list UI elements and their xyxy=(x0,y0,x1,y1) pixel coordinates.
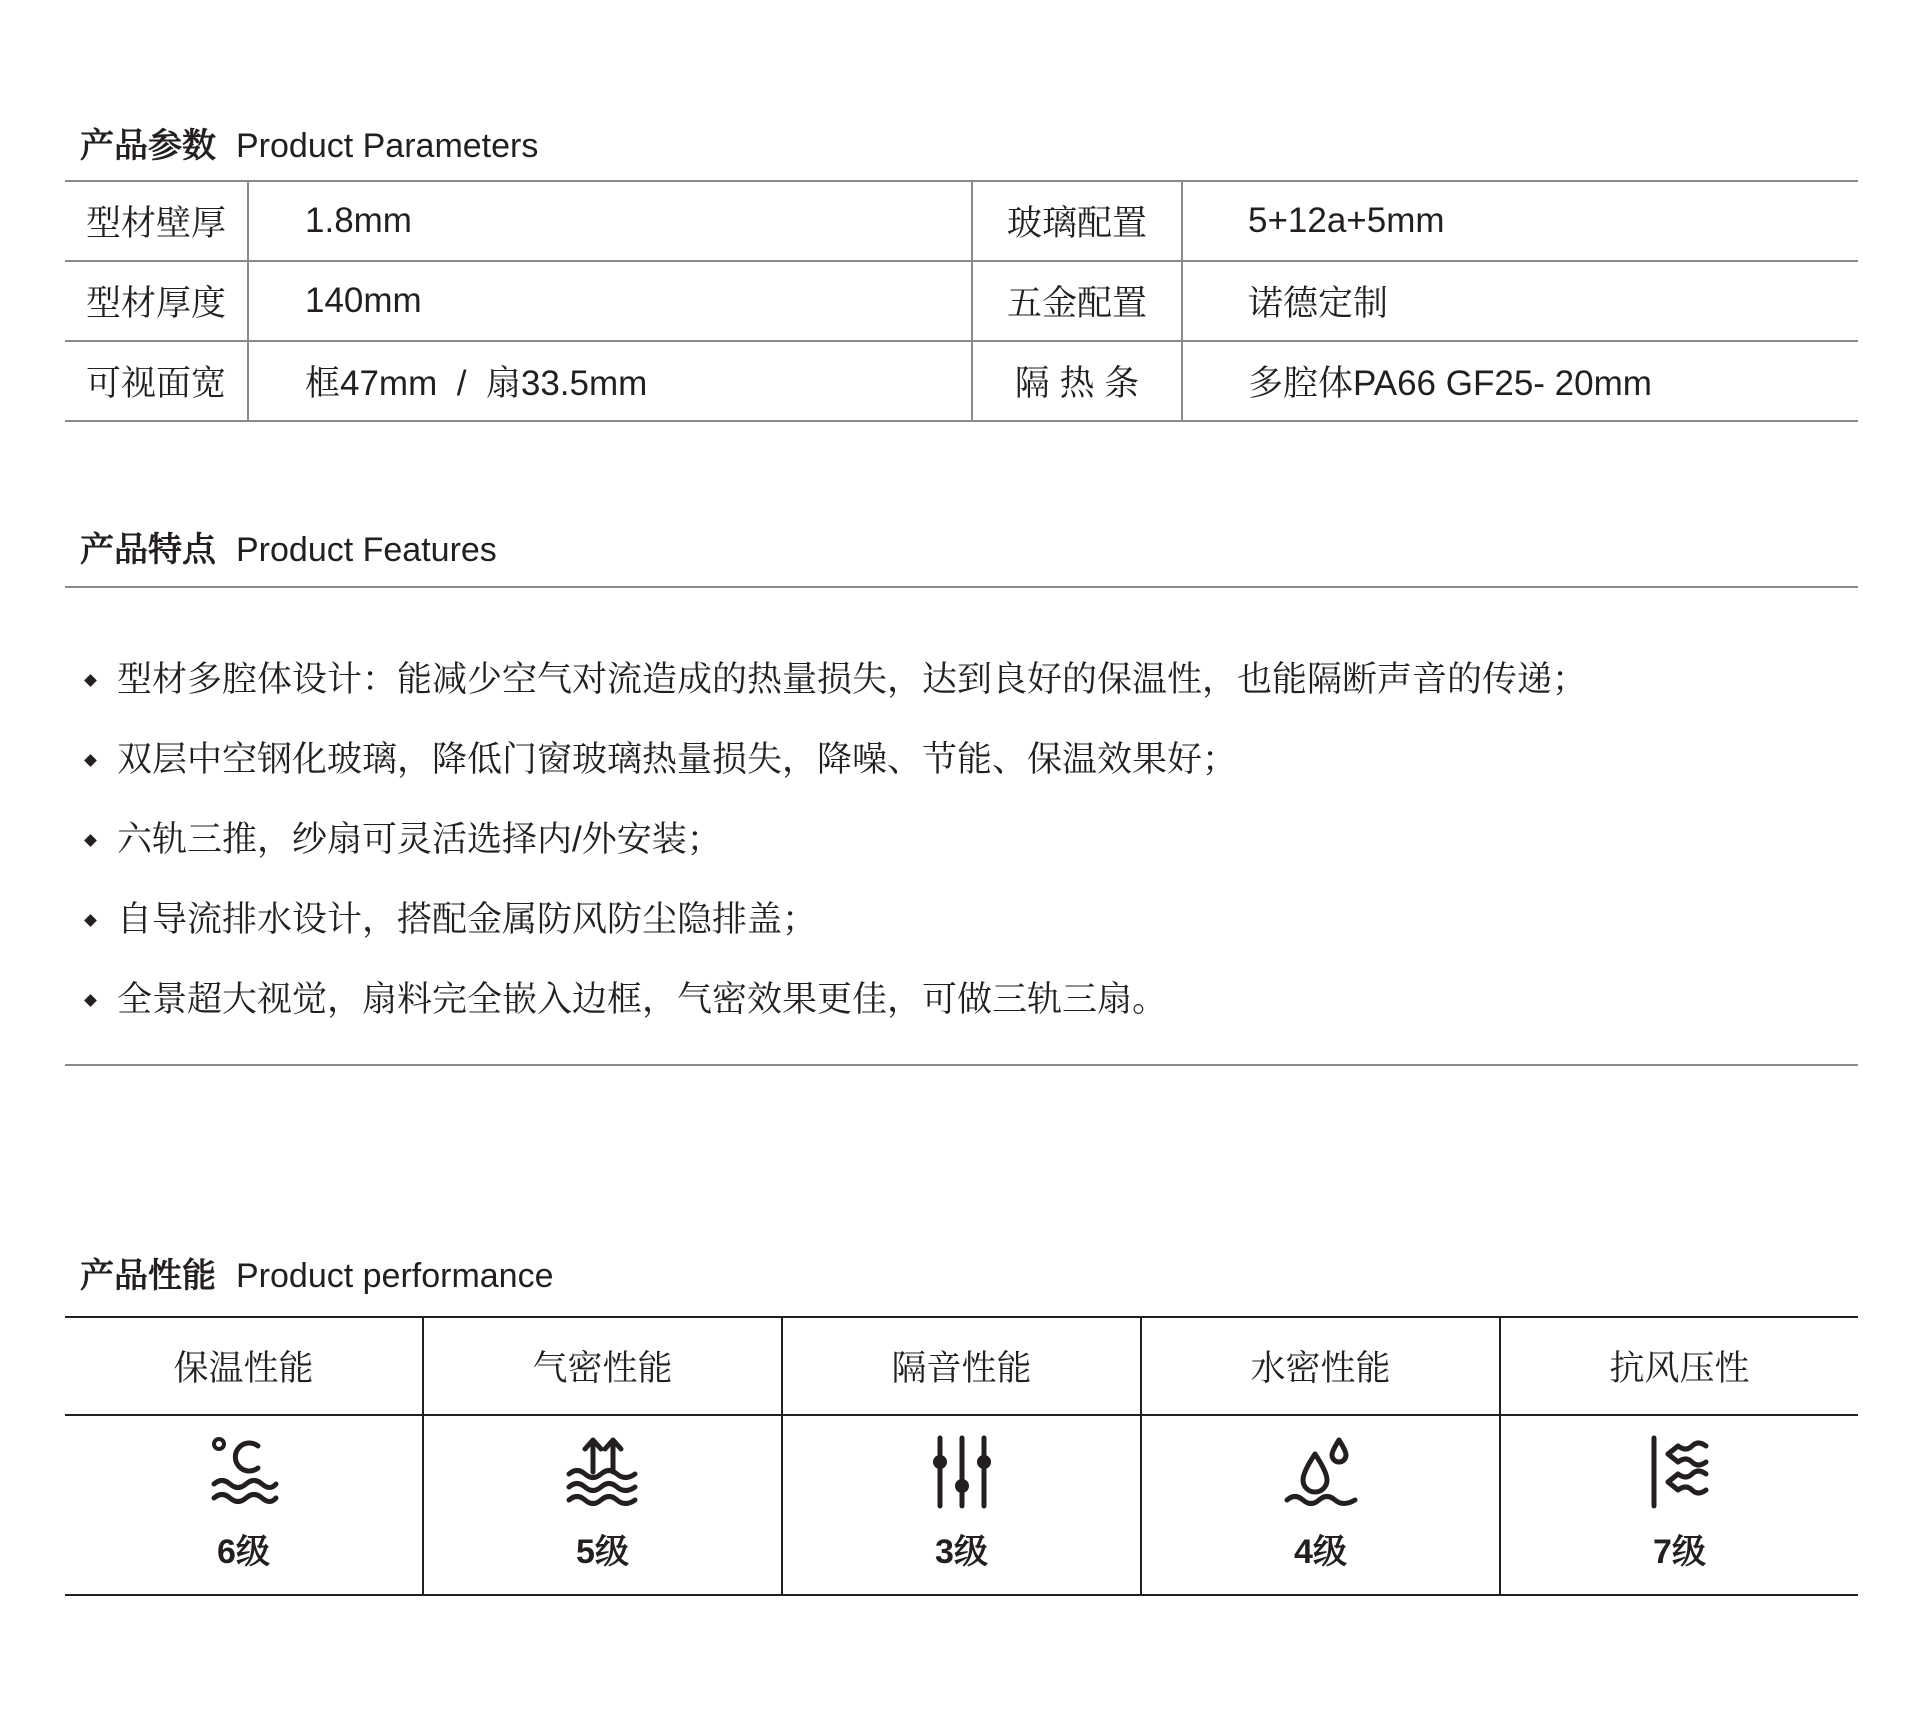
performance-cell xyxy=(65,1416,424,1594)
watertight-icon xyxy=(1281,1432,1361,1512)
features-bottom-divider xyxy=(65,1064,1858,1066)
feature-text: 六轨三推，纱扇可灵活选择内/外安装； xyxy=(117,820,722,859)
bullet-icon xyxy=(84,994,97,1007)
param-label: 型材厚度 xyxy=(65,262,249,340)
parameters-row xyxy=(65,182,1858,262)
wind-pressure-icon xyxy=(1640,1432,1720,1512)
performance-cell xyxy=(783,1416,1142,1594)
parameters-title-en: Product Parameters xyxy=(236,127,539,165)
performance-level: 3级 xyxy=(935,1533,988,1571)
performance-cell xyxy=(424,1416,783,1594)
list-item xyxy=(82,720,1587,800)
parameters-row xyxy=(65,342,1858,422)
parameters-title xyxy=(80,126,538,166)
performance-label: 保温性能 xyxy=(65,1318,424,1414)
param-label: 隔 热 条 xyxy=(973,342,1183,420)
airtight-icon xyxy=(563,1432,643,1512)
param-value: 140mm xyxy=(249,262,973,340)
param-label: 可视面宽 xyxy=(65,342,249,420)
performance-label: 气密性能 xyxy=(424,1318,783,1414)
param-value: 多腔体PA66 GF25- 20mm xyxy=(1248,364,1652,403)
feature-text: 自导流排水设计，搭配金属防风防尘隐排盖； xyxy=(117,900,818,939)
features-title-cn: 产品特点 xyxy=(80,531,216,569)
performance-level: 5级 xyxy=(576,1533,629,1571)
feature-text: 双层中空钢化玻璃，降低门窗玻璃热量损失，降噪、节能、保温效果好； xyxy=(117,740,1238,779)
sound-insulation-icon xyxy=(922,1432,1002,1512)
performance-label: 水密性能 xyxy=(1142,1318,1501,1414)
param-label: 玻璃配置 xyxy=(973,182,1183,260)
features-title xyxy=(80,530,497,570)
param-value: 诺德定制 xyxy=(1248,284,1389,323)
performance-label: 抗风压性 xyxy=(1609,1349,1750,1388)
thermal-icon xyxy=(204,1432,284,1512)
parameters-row xyxy=(65,262,1858,342)
param-label: 五金配置 xyxy=(973,262,1183,340)
performance-cell xyxy=(1142,1416,1501,1594)
list-item xyxy=(82,800,1587,880)
performance-cell xyxy=(1501,1416,1858,1594)
list-item xyxy=(82,880,1587,960)
bullet-icon xyxy=(84,754,97,767)
feature-text: 全景超大视觉，扇料完全嵌入边框，气密效果更佳，可做三轨三扇。 xyxy=(117,980,1168,1019)
list-item xyxy=(82,640,1587,720)
performance-values-row xyxy=(65,1416,1858,1594)
performance-level: 4级 xyxy=(1294,1533,1347,1571)
performance-header-row xyxy=(65,1318,1858,1416)
param-value: 1.8mm xyxy=(249,182,973,260)
performance-level: 7级 xyxy=(1653,1533,1706,1571)
features-top-divider xyxy=(65,586,1858,588)
features-title-en: Product Features xyxy=(236,531,497,569)
param-label: 型材壁厚 xyxy=(65,182,249,260)
bullet-icon xyxy=(84,914,97,927)
param-value: 5+12a+5mm xyxy=(1248,201,1445,240)
performance-level: 6级 xyxy=(217,1533,270,1571)
performance-title xyxy=(80,1256,554,1296)
performance-table xyxy=(65,1316,1858,1596)
performance-title-en: Product performance xyxy=(236,1257,554,1295)
parameters-title-cn: 产品参数 xyxy=(80,127,216,165)
features-list xyxy=(82,640,1587,1040)
parameters-table xyxy=(65,180,1858,422)
bullet-icon xyxy=(84,834,97,847)
param-value: 框47mm / 扇33.5mm xyxy=(249,342,973,420)
bullet-icon xyxy=(84,674,97,687)
feature-text: 型材多腔体设计：能减少空气对流造成的热量损失，达到良好的保温性，也能隔断声音的传递； xyxy=(117,660,1588,699)
list-item xyxy=(82,960,1587,1040)
performance-title-cn: 产品性能 xyxy=(80,1257,216,1295)
performance-label: 隔音性能 xyxy=(783,1318,1142,1414)
